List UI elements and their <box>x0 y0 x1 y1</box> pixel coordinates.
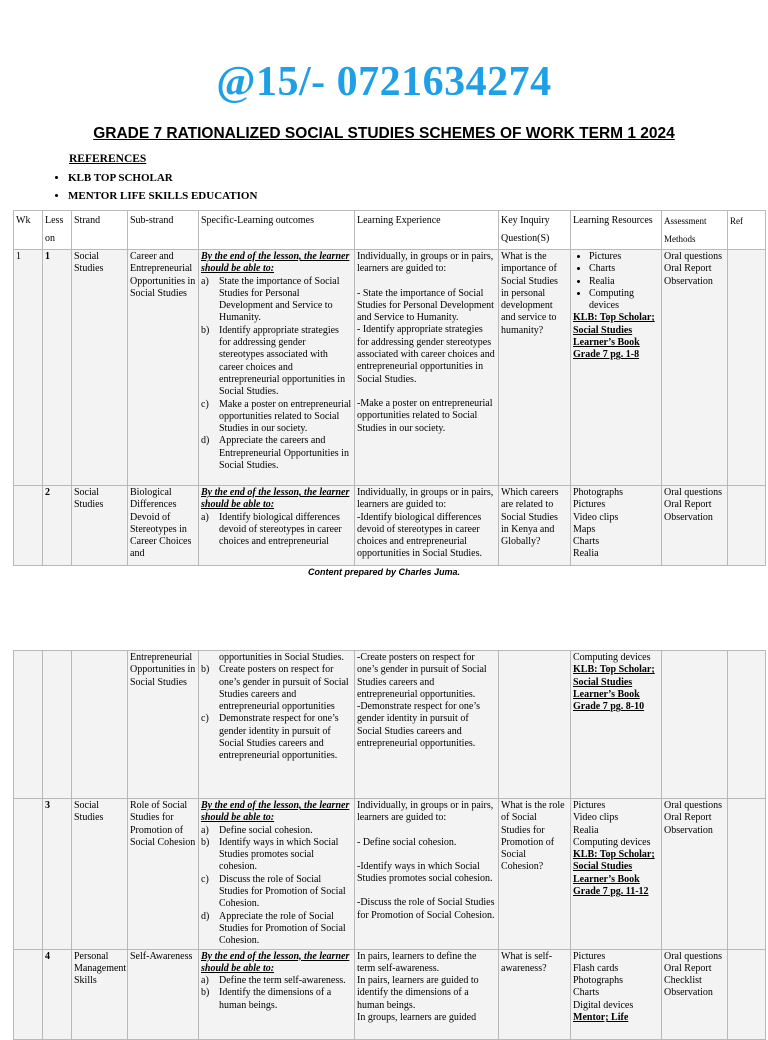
cell-substrand: Role of Social Studies for Promotion of Social Cohesion <box>128 799 199 950</box>
assessment-item: Oral Report <box>664 263 712 275</box>
spacer <box>357 825 496 837</box>
outcome-marker: a) <box>201 824 209 836</box>
outcome-item <box>201 825 352 837</box>
outcomes-list <box>201 664 352 762</box>
assessment-item: Oral questions <box>664 487 723 498</box>
cell-resources <box>571 250 662 486</box>
cell-experience <box>355 799 499 950</box>
resource-item: Pictures <box>573 950 606 962</box>
assessment-item: Observation <box>664 824 713 836</box>
outcome-text: Appreciate the careers and Entrepreneurial Opportunities in Social Studies. <box>219 435 349 472</box>
cell-ref <box>728 651 766 799</box>
resource-item: Charts <box>573 536 600 548</box>
cell-assessment <box>662 486 728 566</box>
assessment-item: Oral Report <box>664 499 712 511</box>
resource-item: • Pictures <box>589 251 659 263</box>
table-row <box>14 799 766 950</box>
cell-experience <box>355 949 499 1039</box>
cell-lesson <box>43 651 72 799</box>
cell-experience <box>355 651 499 799</box>
cell-question: What is the importance of Social Studies in personal development and service to humanity? <box>499 250 571 486</box>
resource-item: • Realia <box>589 276 659 288</box>
assessment-item: Oral questions <box>664 800 723 811</box>
cell-substrand: Self-Awareness <box>128 949 199 1039</box>
outcomes-list <box>201 512 352 549</box>
experience-line: - Identify appropriate strategies for addressing gender stereotypes associated with career choices and entrepreneurial opportunities in Social Studies. <box>357 324 495 385</box>
outcome-marker: d) <box>201 435 210 447</box>
experience-line: -Discuss the role of Social Studies for Promotion of Social Cohesion. <box>357 897 495 921</box>
cell-question: What is the role of Social Studies for Promotion of Social Cohesion? <box>499 799 571 950</box>
outcome-item <box>201 837 352 874</box>
experience-line: -Identify biological differences devoid of stereotypes in career choices and entrepreneurial opportunities in Social Studies. <box>357 511 482 560</box>
assessment-item: Oral Report <box>664 812 712 824</box>
resource-reference: KLB: Top Scholar; Social Studies Learner’s Book Grade 7 pg. 8-10 <box>573 664 655 713</box>
outcome-marker: c) <box>201 398 209 410</box>
outcome-item <box>201 664 352 713</box>
experience-line: - State the importance of Social Studies for Personal Development and Service to Humanity. <box>357 287 494 324</box>
cell-wk <box>14 651 43 799</box>
cell-lesson: 1 <box>43 250 72 486</box>
cell-substrand: Career and Entrepreneurial Opportunities in Social Studies <box>128 250 199 486</box>
assessment-item: Oral questions <box>664 950 723 962</box>
resource-item: Pictures <box>573 499 606 511</box>
experience-line: In groups, learners are guided <box>357 1012 477 1024</box>
outcome-text: Define the term self-awareness. <box>219 975 346 987</box>
cell-resources <box>571 486 662 566</box>
resource-item: Maps <box>573 523 596 535</box>
resource-item: • Computing devices <box>589 288 659 313</box>
column-header: Wk <box>14 211 43 250</box>
cell-resources <box>571 799 662 950</box>
cell-question: Which careers are related to Social Studies in Kenya and Globally? <box>499 486 571 566</box>
reference-item: • KLB TOP SCHOLAR <box>68 172 257 184</box>
assessment-item: Observation <box>664 275 713 287</box>
cell-outcomes <box>199 486 355 566</box>
contact-phone: @15/- 0721634274 <box>216 59 552 105</box>
outcome-text: Demonstrate respect for one’s gender identity in pursuit of Social Studies careers and entrepreneurial opportunities. <box>219 713 339 762</box>
cell-outcomes <box>199 250 355 486</box>
outcome-item <box>201 325 352 399</box>
resource-item: Pictures <box>573 800 606 811</box>
outcome-text: Identify biological differences devoid of stereotypes in career choices and entrepreneurial <box>219 511 342 548</box>
resource-item: Video clips <box>573 511 619 523</box>
outcome-item <box>201 911 352 948</box>
outcome-continued: opportunities in Social Studies. <box>219 652 344 663</box>
spacer <box>357 849 496 861</box>
column-header: Assessment Methods <box>662 211 728 250</box>
cell-outcomes <box>199 799 355 950</box>
cell-strand: Personal Management Skills <box>72 949 128 1039</box>
outcome-text: Identify appropriate strategies for addressing gender stereotypes associated with career choices and entrepreneurial opportunities in Social Studies. <box>219 324 346 398</box>
outcomes-lead: By the end of the lesson, the learner should be able to: <box>201 800 350 824</box>
column-header: Key Inquiry Question(S) <box>499 211 571 250</box>
cell-wk: 1 <box>14 250 43 486</box>
assessment-item: Oral Report <box>664 962 712 974</box>
outcome-item <box>201 512 352 549</box>
outcome-marker: b) <box>201 324 210 336</box>
experience-line: - Define social cohesion. <box>357 836 457 848</box>
outcome-marker: c) <box>201 873 209 885</box>
cell-strand <box>72 651 128 799</box>
table-row <box>14 949 766 1039</box>
outcome-marker: c) <box>201 713 209 725</box>
outcome-item <box>201 713 352 762</box>
cell-strand: Social Studies <box>72 799 128 950</box>
cell-resources <box>571 949 662 1039</box>
cell-lesson: 2 <box>43 486 72 566</box>
scheme-table-page1 <box>13 210 766 566</box>
resource-reference: KLB: Top Scholar; Social Studies Learner’s Book Grade 7 pg. 1-8 <box>573 312 655 361</box>
resource-reference: KLB: Top Scholar; Social Studies Learner’s Book Grade 7 pg. 11-12 <box>573 849 655 898</box>
resource-item: Charts <box>573 987 600 999</box>
assessment-item: Oral questions <box>664 251 723 262</box>
spacer <box>357 386 496 398</box>
reference-item: • MENTOR LIFE SKILLS EDUCATION <box>68 190 257 202</box>
outcome-text: Make a poster on entrepreneurial opportunities related to Social Studies in our society. <box>219 398 352 435</box>
outcome-item <box>201 399 352 436</box>
outcomes-list <box>201 825 352 948</box>
cell-wk <box>14 799 43 950</box>
cell-assessment <box>662 651 728 799</box>
cell-ref <box>728 250 766 486</box>
resources-list <box>573 251 659 312</box>
outcome-marker: d) <box>201 910 210 922</box>
outcome-item <box>201 874 352 911</box>
assessment-item: Observation <box>664 987 713 999</box>
cell-lesson: 4 <box>43 949 72 1039</box>
experience-line: -Identify ways in which Social Studies promotes social cohesion. <box>357 860 493 885</box>
scheme-table-page2 <box>13 650 766 1040</box>
cell-outcomes <box>199 949 355 1039</box>
cell-assessment <box>662 799 728 950</box>
table-row <box>14 486 766 566</box>
resource-item: Digital devices <box>573 999 634 1011</box>
cell-question <box>499 651 571 799</box>
cell-assessment <box>662 949 728 1039</box>
table-header-row <box>14 211 766 250</box>
outcome-marker: b) <box>201 987 210 999</box>
outcome-text: Create posters on respect for one’s gender in pursuit of Social Studies careers and entrepreneurial opportunities <box>219 664 349 713</box>
cell-ref <box>728 799 766 950</box>
experience-line: -Demonstrate respect for one’s gender identity in pursuit of Social Studies careers and entrepreneurial opportunities. <box>357 701 481 750</box>
assessment-item: Observation <box>664 511 713 523</box>
cell-strand: Social Studies <box>72 250 128 486</box>
resource-item: Flash cards <box>573 962 619 974</box>
column-header: Strand <box>72 211 128 250</box>
outcome-text: Identify the dimensions of a human beings. <box>219 987 332 1011</box>
spacer <box>357 885 496 897</box>
document-title: GRADE 7 RATIONALIZED SOCIAL STUDIES SCHEMES OF WORK TERM 1 2024 <box>93 125 675 142</box>
cell-strand: Social Studies <box>72 486 128 566</box>
cell-outcomes <box>199 651 355 799</box>
outcome-text: Appreciate the role of Social Studies for Promotion of Social Cohesion. <box>219 910 346 947</box>
cell-ref <box>728 949 766 1039</box>
resource-item: • Charts <box>589 263 659 275</box>
experience-line: -Make a poster on entrepreneurial opportunities related to Social Studies in our society. <box>357 397 493 434</box>
experience-line: Individually, in groups or in pairs, learners are guided to: <box>357 487 494 511</box>
cell-wk <box>14 486 43 566</box>
outcomes-lead: By the end of the lesson, the learner should be able to: <box>201 950 350 974</box>
outcome-text: Define social cohesion. <box>219 824 313 836</box>
experience-line: -Create posters on respect for one’s gender in pursuit of Social Studies careers and entrepreneurial opportunities. <box>357 652 487 700</box>
outcome-marker: a) <box>201 975 209 987</box>
outcomes-lead: By the end of the lesson, the learner should be able to: <box>201 487 350 511</box>
footer-credit: Content prepared by Charles Juma. <box>307 567 461 577</box>
resource-item: Realia <box>573 824 599 836</box>
experience-line: Individually, in groups or in pairs, learners are guided to: <box>357 251 494 275</box>
cell-assessment <box>662 250 728 486</box>
outcome-item <box>201 987 352 1012</box>
column-header: Learning Experience <box>355 211 499 250</box>
resource-item: Photographs <box>573 487 623 498</box>
resource-reference: Mentor; Life <box>573 1012 629 1024</box>
table-row <box>14 651 766 799</box>
resource-item: Video clips <box>573 812 619 824</box>
cell-lesson: 3 <box>43 799 72 950</box>
outcomes-lead: By the end of the lesson, the learner should be able to: <box>201 251 350 275</box>
outcomes-list <box>201 975 352 1012</box>
resource-item: Computing devices <box>573 652 651 663</box>
cell-question: What is self-awareness? <box>499 949 571 1039</box>
outcome-marker: a) <box>201 275 209 287</box>
cell-wk <box>14 949 43 1039</box>
resource-item: Realia <box>573 548 599 560</box>
table-row <box>14 250 766 486</box>
column-header: Ref <box>728 211 766 250</box>
references-list <box>50 172 257 208</box>
assessment-item: Checklist <box>664 975 702 987</box>
experience-line: In pairs, learners are guided to identify the dimensions of a human beings. <box>357 975 479 1011</box>
outcome-text: Discuss the role of Social Studies for Promotion of Social Cohesion. <box>219 873 346 910</box>
references-heading: REFERENCES <box>69 153 147 165</box>
resource-item: Computing devices <box>573 836 651 848</box>
resource-item: Photographs <box>573 975 623 987</box>
outcome-marker: b) <box>201 664 210 676</box>
outcome-item <box>201 276 352 325</box>
outcome-text: State the importance of Social Studies for Personal Development and Service to Humanity. <box>219 275 340 324</box>
cell-substrand: Biological Differences Devoid of Stereotypes in Career Choices and <box>128 486 199 566</box>
cell-substrand: Entrepreneurial Opportunities in Social Studies <box>128 651 199 799</box>
experience-line: In pairs, learners to define the term self-awareness. <box>357 950 477 974</box>
column-header: Specific-Learning outcomes <box>199 211 355 250</box>
column-header: Less on <box>43 211 72 250</box>
cell-ref <box>728 486 766 566</box>
outcomes-list <box>201 276 352 473</box>
experience-line: Individually, in groups or in pairs, learners are guided to: <box>357 800 494 824</box>
outcome-item <box>201 435 352 472</box>
spacer <box>357 276 496 288</box>
column-header: Learning Resources <box>571 211 662 250</box>
cell-resources <box>571 651 662 799</box>
outcome-marker: b) <box>201 836 210 848</box>
column-header: Sub-strand <box>128 211 199 250</box>
cell-experience <box>355 486 499 566</box>
cell-experience <box>355 250 499 486</box>
outcome-item <box>201 975 352 987</box>
outcome-marker: a) <box>201 511 209 523</box>
outcome-text: Identify ways in which Social Studies promotes social cohesion. <box>219 836 339 873</box>
